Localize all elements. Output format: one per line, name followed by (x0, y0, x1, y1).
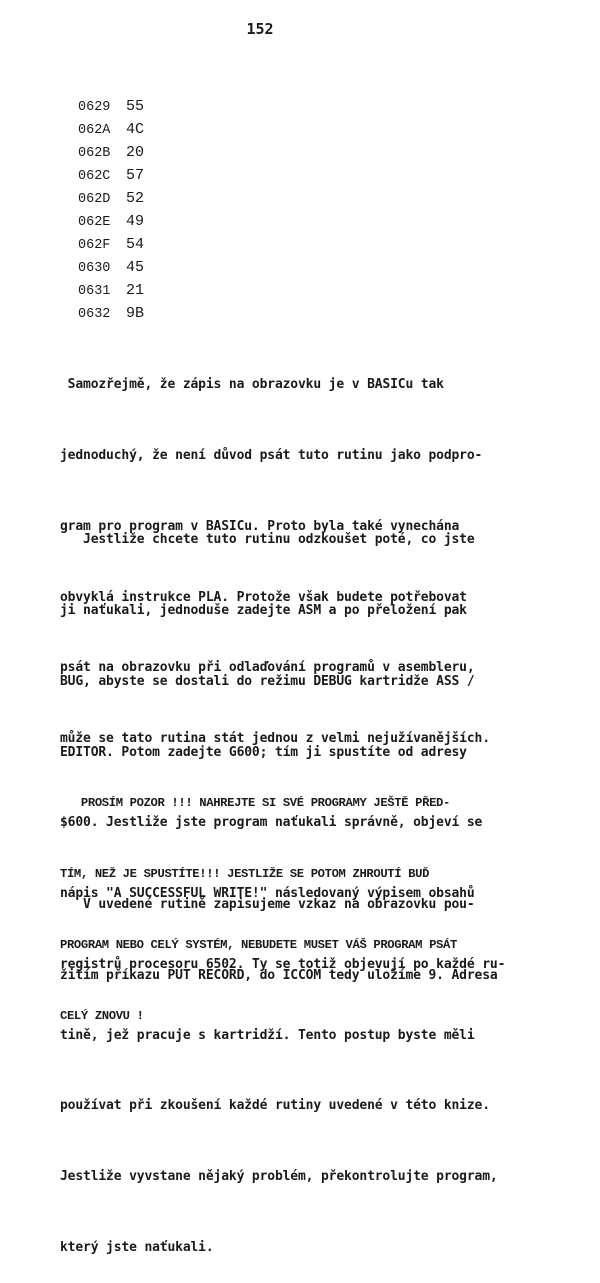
page-number: 152 (246, 20, 274, 38)
text-line: V uvedené rutině zapisujeme vzkaz na obrazovku pou- (60, 897, 475, 913)
text-line: gram pro program v BASICu. Proto byla také vynechána (60, 518, 460, 534)
text-line: EDITOR. Potom zadejte G600; tím ji spustíte od adresy (60, 744, 467, 760)
text-line: registrů procesoru 6502. Ty se totiž objevují po každé ru- (60, 956, 506, 972)
listing-address: 0632 (78, 307, 111, 322)
text-line: TÍM, NEŽ JE SPUSTÍTE!!! JESTLIŽE SE POTOM ZHROUTÍ BUĎ (60, 866, 430, 881)
listing-address: 062B (78, 146, 111, 161)
text-line: jednoduchý, že není důvod psát tuto rutinu jako podpro- (60, 447, 483, 463)
listing-byte: 52 (126, 190, 145, 207)
text-line: CELÝ ZNOVU ! (60, 1008, 144, 1023)
text-line: žitím příkazu PUT RECORD, do ICCOM tedy uložíme 9. Adresa (60, 967, 498, 983)
listing-row (78, 95, 144, 118)
listing-byte: 54 (126, 236, 145, 253)
hex-listing (78, 95, 144, 325)
listing-address: 0631 (78, 284, 111, 299)
text-line: PROGRAM NEBO CELÝ SYSTÉM, NEBUDETE MUSET VÁŠ PROGRAM PSÁT (60, 937, 457, 952)
listing-byte: 49 (126, 213, 145, 230)
text-line: Jestliže vyvstane nějaký problém, překontrolujte program, (60, 1169, 498, 1185)
listing-row (78, 210, 144, 233)
text-line: který jste naťukali. (60, 1240, 214, 1255)
listing-byte: 9B (126, 305, 145, 322)
listing-row (78, 187, 144, 210)
listing-row (78, 164, 144, 187)
listing-row (78, 118, 144, 141)
listing-address: 062C (78, 169, 111, 184)
listing-byte: 21 (126, 282, 145, 299)
listing-row (78, 302, 144, 325)
text-line: $600. Jestliže jste program naťukali správně, objeví se (60, 815, 483, 831)
listing-byte: 57 (126, 167, 145, 184)
listing-row (78, 141, 144, 164)
listing-row (78, 233, 144, 256)
text-line: používat při zkoušení každé rutiny uvedené v této knize. (60, 1098, 490, 1114)
listing-row (78, 279, 144, 302)
text-line: ji naťukali, jednoduše zadejte ASM a po přeložení pak (60, 602, 467, 618)
text-line: nápis "A SUCCESSFUL WRITE!" následovaný výpisem obsahů (60, 886, 475, 902)
text-line: psát na obrazovku při odlaďování programů v asembleru, (60, 660, 475, 676)
listing-address: 062F (78, 238, 111, 253)
listing-byte: 55 (126, 98, 145, 115)
listing-byte: 20 (126, 144, 145, 161)
text-line: BUG, abyste se dostali do režimu DEBUG kartridže ASS / (60, 673, 475, 689)
text-line: Jestliže chcete tuto rutinu odzkoušet poté, co jste (60, 532, 475, 548)
text-line: Samozřejmě, že zápis na obrazovku je v BASICu tak (60, 377, 444, 393)
paragraph-put-record (60, 846, 575, 1011)
listing-address: 0630 (78, 261, 111, 276)
text-line: může se tato rutina stát jednou z velmi nejužívanějších. (60, 731, 490, 747)
text-line: obvyklá instrukce PLA. Protože však budete potřebovat (60, 589, 467, 605)
listing-byte: 45 (126, 259, 145, 276)
listing-address: 062D (78, 192, 111, 207)
text-line: PROSÍM POZOR !!! NAHREJTE SI SVÉ PROGRAMY JEŠTĚ PŘED- (60, 796, 450, 811)
text-line: tině, jež pracuje s kartridží. Tento postup byste měli (60, 1027, 475, 1043)
listing-byte: 4C (126, 121, 145, 138)
listing-row (78, 256, 144, 279)
listing-address: 062A (78, 123, 111, 138)
listing-address: 062E (78, 215, 111, 230)
listing-address: 0629 (78, 100, 111, 115)
